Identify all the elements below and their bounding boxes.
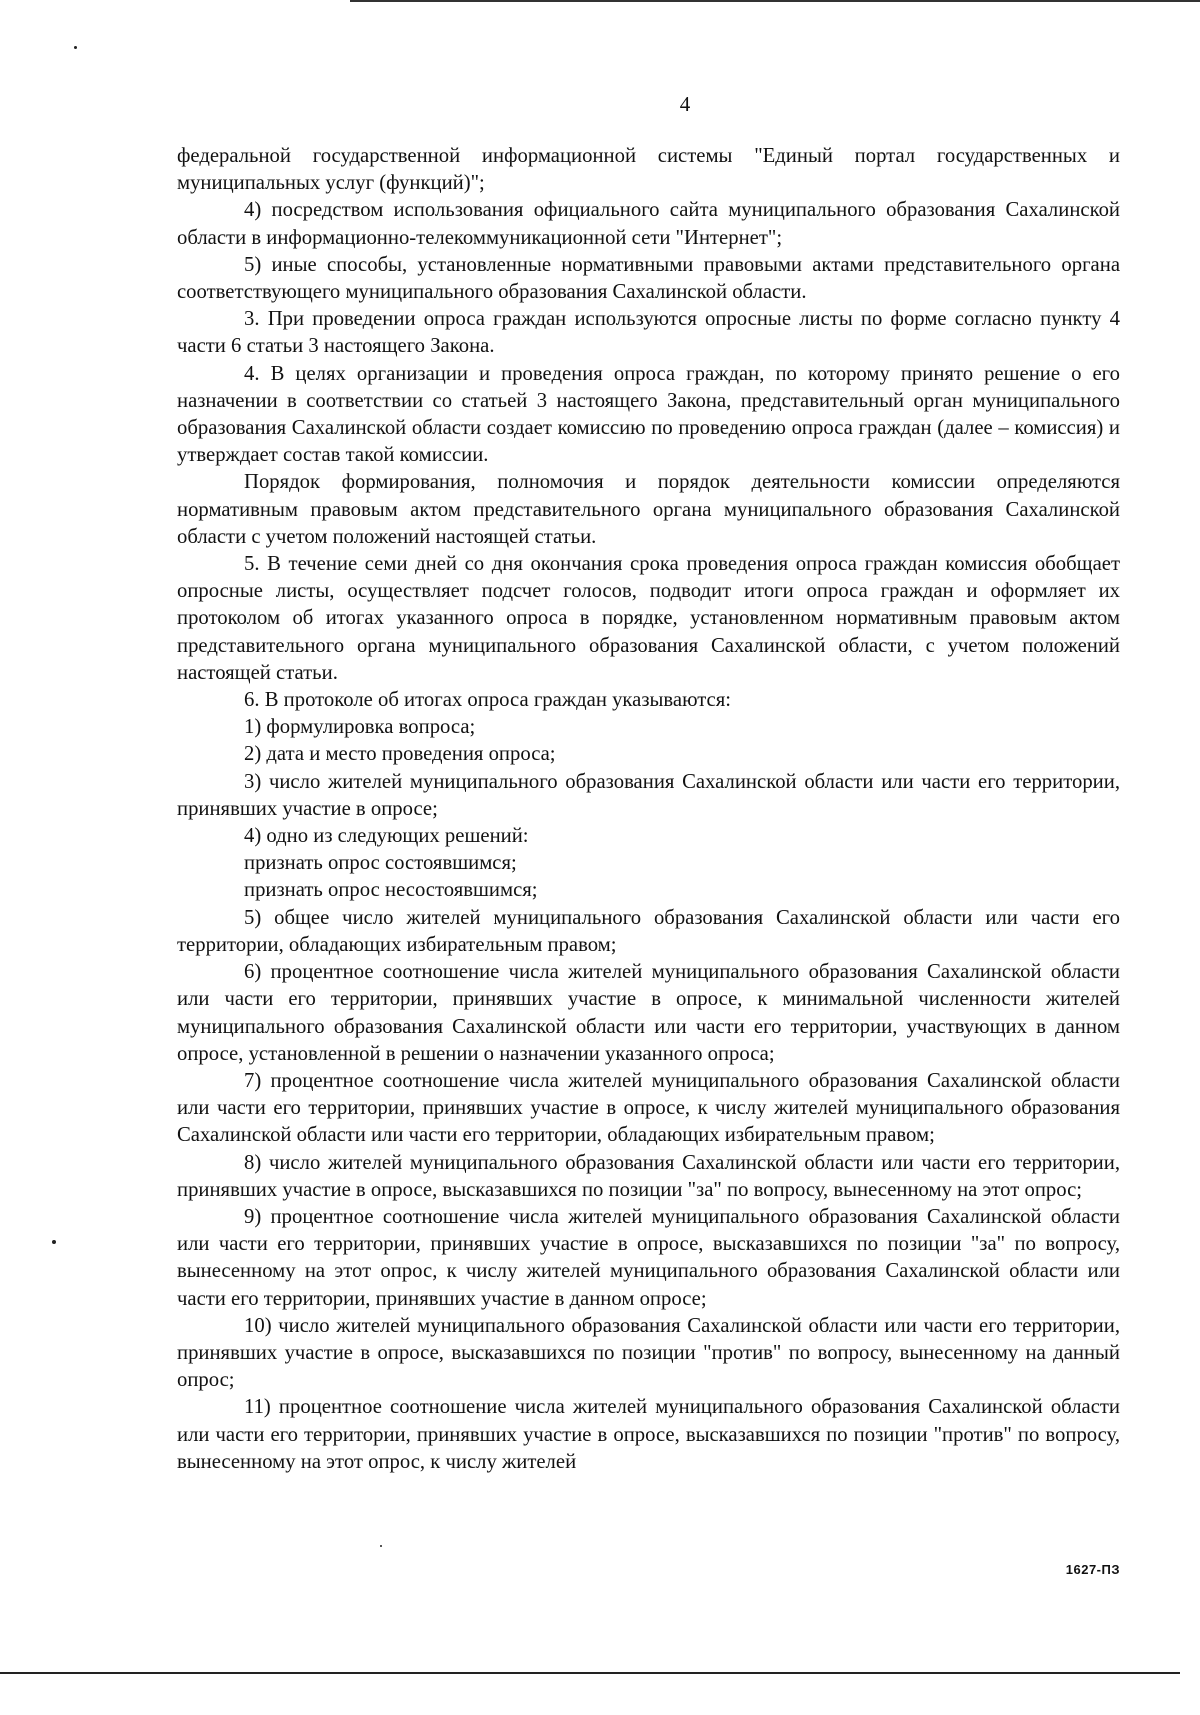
list-item: 5) общее число жителей муниципального образования Сахалинской области или части его территории, обладающих избирательным правом; [177, 906, 1120, 956]
scan-top-edge [350, 0, 1200, 2]
list-item: признать опрос состоявшимся; [244, 852, 517, 875]
list-item: 10) число жителей муниципального образования Сахалинской области или части его территории, принявших участие в опросе, высказавшихся по позиции "против" по вопросу, вынесенному на данный опрос; [177, 1314, 1120, 1392]
scan-speck [52, 1240, 56, 1244]
list-item: 2) дата и место проведения опроса; [244, 743, 556, 766]
paragraph: 6. В протоколе об итогах опроса граждан указываются: [244, 689, 732, 712]
scan-speck [380, 1545, 382, 1547]
paragraph: 4) посредством использования официального сайта муниципального образования Сахалинской области в информационно-телекоммуникационной сети "Интернет"; [177, 199, 1120, 249]
list-item: 7) процентное соотношение числа жителей муниципального образования Сахалинской области или части его территории, принявших участие в опросе, к числу жителей муниципального образования Сахалинской области или части его территории, обладающих избирательным правом; [177, 1069, 1120, 1147]
paragraph: 4. В целях организации и проведения опроса граждан, по которому принято решение о его назначении в соответствии со статьей 3 настоящего Закона, представительный орган муниципального образования Сахалинской области создает комиссию по проведению опроса граждан (далее – комиссия) и утверждает состав такой комиссии. [177, 362, 1120, 467]
list-item: 9) процентное соотношение числа жителей муниципального образования Сахалинской области или части его территории, принявших участие в опросе, высказавшихся по позиции "за" по вопросу, вынесенному на этот опрос, к числу жителей муниципального образования Сахалинской области или части его территории, принявших участие в данном опросе; [177, 1205, 1120, 1310]
document-code: 1627-ПЗ [1065, 1562, 1120, 1577]
paragraph: 5) иные способы, установленные нормативными правовыми актами представительного органа соответствующего муниципального образования Сахалинской области. [177, 253, 1120, 304]
list-item: признать опрос несостоявшимся; [244, 879, 538, 902]
list-item: 1) формулировка вопроса; [244, 716, 476, 739]
paragraph: 3. При проведении опроса граждан используются опросные листы по форме согласно пункту 4 части 6 статьи 3 настоящего Закона. [177, 308, 1120, 358]
list-item: 8) число жителей муниципального образования Сахалинской области или части его территории, принявших участие в опросе, высказавшихся по позиции "за" по вопросу, вынесенному на этот опрос; [177, 1151, 1120, 1201]
scan-speck [74, 46, 77, 49]
scan-bottom-edge [0, 1672, 1180, 1674]
list-item: 6) процентное соотношение числа жителей муниципального образования Сахалинской области или части его территории, принявших участие в опросе, к минимальной численности жителей муниципального образования Сахалинской области или части его территории, участвующих в данном опросе, установленной в решении о назначении указанного опроса; [177, 961, 1120, 1065]
document-body [177, 143, 1120, 1476]
paragraph: 5. В течение семи дней со дня окончания срока проведения опроса граждан комиссия обобщает опросные листы, осуществляет подсчет голосов, подводит итоги опроса граждан и оформляет их протоколом об итогах указанного опроса в порядке, установленном нормативным правовым актом представительного органа муниципального образования Сахалинской области, с учетом положений настоящей статьи. [177, 553, 1120, 684]
list-item: 4) одно из следующих решений: [244, 825, 529, 848]
page-number: 4 [679, 92, 691, 116]
list-item: 11) процентное соотношение числа жителей муниципального образования Сахалинской области или части его территории, принявших участие в опросе, высказавшихся по позиции "против" по вопросу, вынесенному на этот опрос, к числу жителей [177, 1396, 1120, 1473]
list-item: 3) число жителей муниципального образования Сахалинской области или части его территории, принявших участие в опросе; [177, 770, 1120, 820]
paragraph: федеральной государственной информационной системы "Единый портал государственных и муниципальных услуг (функций)"; [177, 145, 1120, 195]
paragraph: Порядок формирования, полномочия и порядок деятельности комиссии определяются нормативным правовым актом представительного органа муниципального образования Сахалинской области с учетом положений настоящей статьи. [177, 471, 1120, 548]
